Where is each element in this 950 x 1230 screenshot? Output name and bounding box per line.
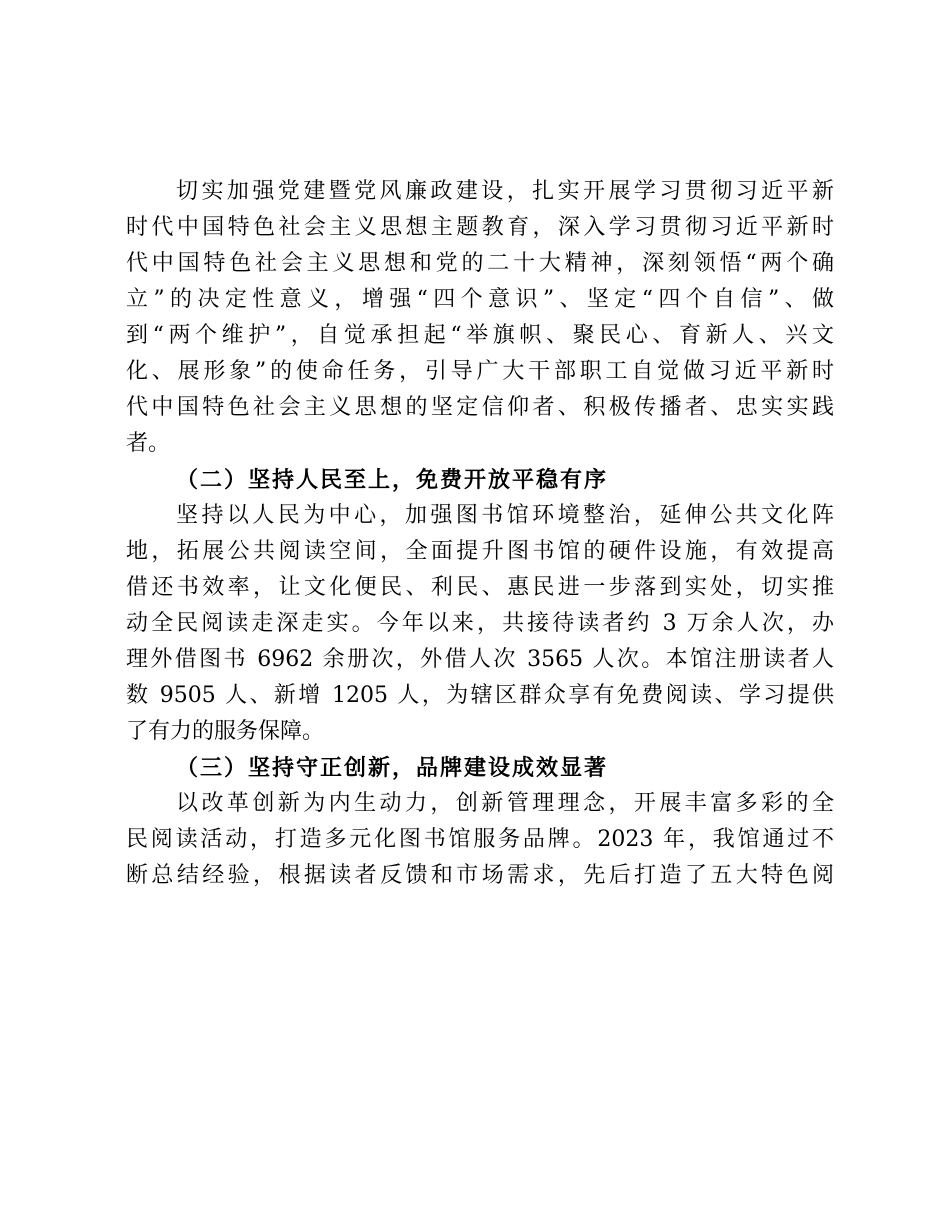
section-heading-innovation: （三）坚持守正创新，品牌建设成效显著 [176,755,609,781]
text-line: 代中国特色社会主义思想的坚定信仰者、积极传播者、忠实实践 [126,395,834,420]
text-line: 断总结经验，根据读者反馈和市场需求，先后打造了五大特色阅 [126,863,834,888]
text-line: 到“两个维护”，自觉承担起“举旗帜、聚民心、育新人、兴文 [126,323,834,348]
text-line: 数 9505 人、新增 1205 人，为辖区群众享有免费阅读、学习提供 [126,683,834,708]
text-line: 代中国特色社会主义思想和党的二十大精神，深刻领悟“两个确 [126,251,834,276]
text-line: 民阅读活动，打造多元化图书馆服务品牌。2023 年，我馆通过不 [126,827,834,852]
text-line: 地，拓展公共阅读空间，全面提升图书馆的硬件设施，有效提高 [126,539,834,564]
text-line: 切实加强党建暨党风廉政建设，扎实开展学习贯彻习近平新 [176,179,834,204]
text-line: 立”的决定性意义，增强“四个意识”、坚定“四个自信”、做 [126,287,834,312]
paragraph-party-building [126,174,834,462]
text-line: 借还书效率，让文化便民、利民、惠民进一步落到实处，切实推 [126,575,834,600]
text-line: 动全民阅读走深走实。今年以来，共接待读者约 3 万余人次，办 [126,611,834,636]
paragraph-free-opening [126,498,834,750]
paragraph-brand-building [126,786,834,894]
text-line: 了有力的服务保障。 [126,719,325,744]
text-line: 时代中国特色社会主义思想主题教育，深入学习贯彻习近平新时 [126,215,834,240]
text-line: 坚持以人民为中心，加强图书馆环境整治，延伸公共文化阵 [176,503,834,528]
section-heading-people-first: （二）坚持人民至上，免费开放平稳有序 [176,467,609,493]
text-line: 理外借图书 6962 余册次，外借人次 3565 人次。本馆注册读者人 [126,647,834,672]
text-line: 者。 [126,431,171,456]
text-line: 化、展形象”的使命任务，引导广大干部职工自觉做习近平新时 [126,359,834,384]
text-line: 以改革创新为内生动力，创新管理理念，开展丰富多彩的全 [176,791,834,816]
document-body [126,174,834,894]
